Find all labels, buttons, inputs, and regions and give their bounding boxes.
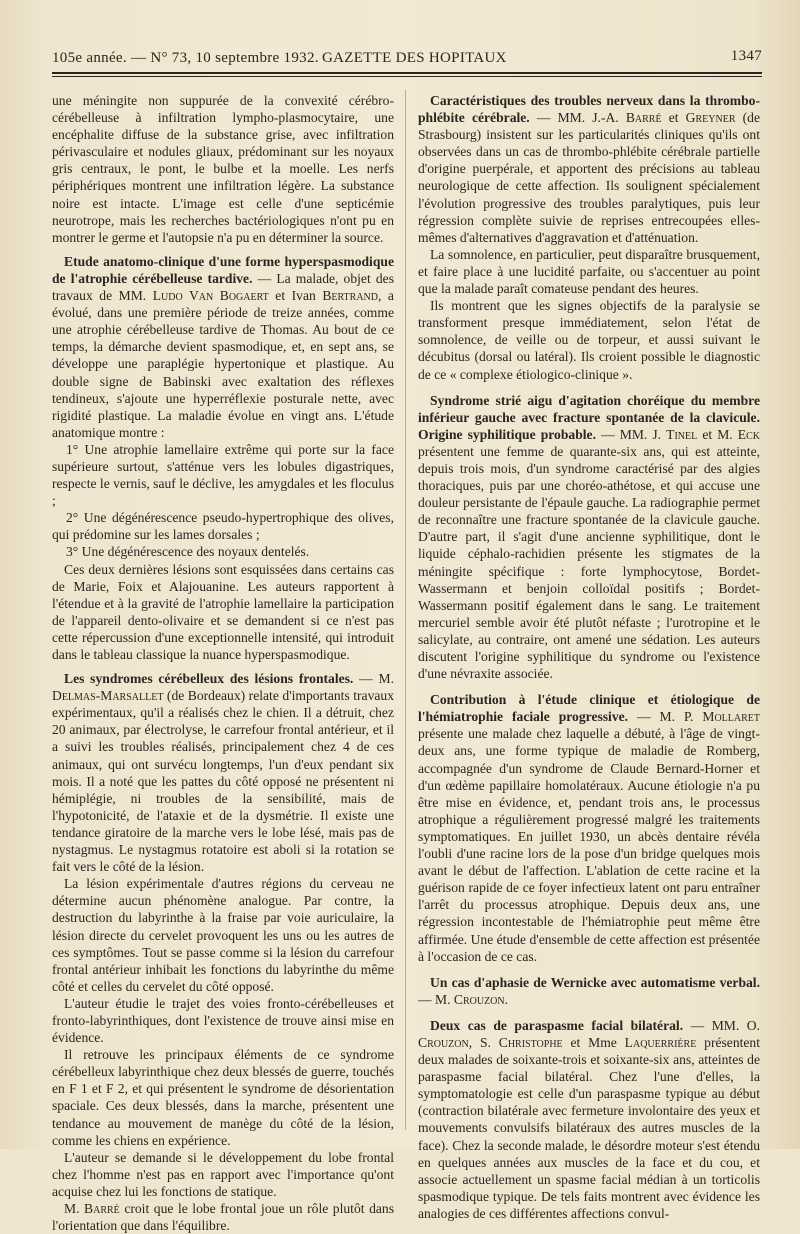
paragraph: Il retrouve les principaux éléments de ce syndrome cérébelleux labyrinthique chez deux blessés de guerre, touchés en F 1 et F 2, et qui présentent le syndrome de désorientation spaciale. Ces deux blessés, dans la marche, présentent une tendance au mouvement de manège du côté de la lésion, comme les chiens en expérience. [52,1047,394,1148]
section-title: Syndrome strié aigu d'agitation choréique du membre inférieur gauche avec fracture spontanée de la clavicule. Origine syphilitique probable. [418,392,760,442]
paragraph: Ils montrent que les signes objectifs de la paralysie se transforment presque immédiatement, selon l'état de somnolence, de veille ou de torpeur, et aussi suivant le décubitus (dorsal ou latéral). Ils croient possible le diagnostic de ce « complexe étiologico-clinique ». [418,298,760,382]
author-name: Laquerrière [624,1034,697,1050]
section-title: Deux cas de paraspasme facial bilatéral. [430,1017,684,1033]
author-name: Ludo Van Bogaert [152,288,269,304]
section-title: Contribution à l'étude clinique et étiologique de l'hémiatrophie faciale progressive. [418,692,760,725]
section-title: Un cas d'aphasie de Wernicke avec automatisme verbal. [430,974,760,990]
page-number: 1347 [730,48,762,64]
paragraph: La lésion expérimentale d'autres régions du cerveau ne détermine aucun phénomène analogue. Par contre, la destruction du labyrinthe à la fraise par voie auriculaire, la lésion directe du cervelet provoquent les uns ou les autres de ces symptômes. Tout se passe comme si la lésion du carrefour frontal antérieur inhibait les fonctions du labyrinthe du même côté et celles du cervelet du côté opposé. [52,876,394,994]
list-item: 3° Une dégénérescence des noyaux dentelés. [66,544,310,560]
author-name: Mollaret [702,709,760,725]
paragraph: M. Barré croit que le lobe frontal joue un rôle plutôt dans l'orientation que dans l'équilibre. [52,1201,394,1234]
author-name: Bertrand [322,288,379,304]
section-title: Caractéristiques des troubles nerveux dans la thrombo-phlébite cérébrale. [418,93,760,126]
section-syndrome-strie: Syndrome strié aigu d'agitation choréique du membre inférieur gauche avec fracture spontanée de la clavicule. Origine syphilitique probable. — MM. J. Tinel et M. Eck présentent une femme de quarante-six ans, qui est atteinte, depuis trois mois, d'un syndrome caractérisé par des algies thoraciques, puis par une choréo-athétose, et qui accuse une douleur persistante de l'épaule gauche. La radiographie permet de reconnaître une fracture spontanée de la clavicule gauche. D'autre part, il s'agit d'une ancienne syphilitique, dont le liquide céphalo-rachidien présente les stigmates de la méningite spécifique : forte lymphocytose, Bordet-Wassermann et benjoin colloïdal positifs ; Bordet-Wassermann positif également dans le sang. Le traitement mercuriel semble avoir été plutôt néfaste ; l'urotropine et le salicylate, au contraire, ont amené une sédation. Les auteurs discutent l'origine syphilitique du syndrome ou l'existence d'une névraxite associée. [418,392,760,682]
paragraph: La somnolence, en particulier, peut disparaître brusquement, et faire place à une lucidité parfaite, ou s'accentuer au point que la malade paraît comateuse pendant des heures. [418,246,760,297]
author-name: Barré [84,1201,120,1216]
section-etude-anatomo-clinique: Etude anatomo-clinique d'une forme hyperspasmodique de l'atrophie cérébelleuse tardive. — La malade, objet des travaux de MM. Ludo Van Bogaert et Ivan Bertrand, a évolué, dans une première période de treize années, comme une atrophie cérébelleuse tardive de Thomas. Au bout de ce temps, la démarche devient spasmodique, et, en sept ans, se développe une paraplégie hypertonique et plastique. Au double signe de Babinski avec exaltation des réflexes tendineux, s'ajoute une hyperréflexie posturale nette, avec rigidité plastique. La maladie évolue en vingt ans. L'étude anatomique montre : [52,253,394,440]
paragraph: une méningite non suppurée de la convexité cérébro-cérébelleuse à infiltration lympho-plasmocytaire, une encéphalite diffuse de la substance grise, avec infiltration périvasculaire et nodules gliaux, prédominant sur les noyaux gris centraux, le pont, le bulbe et la moelle. Les nerfs périphériques montrent une infiltration légère. La substance noire est intacte. L'image est celle d'une septicémie neurotrope, mais les recherches bactériologiques n'ont pu en montrer le germe et l'autopsie n'a pu en déterminer la source. [52,93,394,245]
section-thrombo-phlebite: Caractéristiques des troubles nerveux dans la thrombo-phlébite cérébrale. — MM. J.-A. Barré et Greyner (de Strasbourg) insistent sur les particularités cliniques qu'ils ont observées dans un cas de thrombo-phlébite cérébrale partielle d'origine puerpérale, et apportent des précisions au tableau neurologique de cette affection. Ils soulignent spécialement l'évolution progressive des troubles paralytiques, puis leur régression complète suivie de reprises entrecoupées elles-mêmes d'alternatives d'aggravation et d'atténuation. [418,93,760,245]
list-item: 2° Une dégénérescence pseudo-hypertrophique des olives, qui prédomine sur les lames dorsales ; [52,510,394,543]
section-title: Etude anatomo-clinique d'une forme hyperspasmodique de l'atrophie cérébelleuse tardive. [52,253,394,286]
author-name: Greyner [685,110,736,126]
paragraph: L'auteur se demande si le développement du lobe frontal chez l'homme n'est pas en rapport avec l'importance qu'ont acquise chez lui les fonctions de statique. [52,1149,394,1199]
section-paraspasme: Deux cas de paraspasme facial bilatéral. — MM. O. Crouzon, S. Christophe et Mme Laquerrière présentent deux malades de soixante-trois et soixante-six ans, atteintes de paraspasme facial bilatéral. Chez l'une d'elles, la symptomatologie est celle d'un paraspasme typique au début (contraction bilatérale avec fermeture involontaire des yeux et mouvements convulsifs bilatéraux des autres muscles de la face). Chez la seconde malade, le désordre moteur s'est étendu en quelques années aux muscles de la face et du cou, et associe actuellement un spasme facial médian à un torticolis spasmodique typique. De tels faits montrent avec évidence les analogies de ces différentes affections convul- [418,1017,761,1221]
section-hemiatrophie: Contribution à l'étude clinique et étiologique de l'hémiatrophie faciale progressive. — M. P. Mollaret présente une malade chez laquelle a débuté, à l'âge de vingt-deux ans, une forme typique de maladie de Romberg, accompagnée d'un syndrome de Claude Bernard-Horner et d'un œdème papillaire homolatéraux. Aucune étiologie n'a pu être mise en évidence, et, pendant trois ans, le processus atrophique a régulièrement progressé malgré les traitements symptomatiques. En juillet 1930, un abcès dentaire révéla l'oubli d'une racine lors de la pose d'un bridge quelques mois avant le début de l'affection. L'ablation de cette racine et la guérison rapide de ce foyer infectieux latent ont paru entraîner l'arrêt du processus atrophique. Depuis deux ans, une régression incontestable de l'hémiatrophie peut même être affirmée. Une étude d'ensemble de cette affection est présentée à l'occasion de ce cas. [418,692,761,964]
list-item: 1° Une atrophie lamellaire extrême qui porte sur la face supérieure surtout, s'atténue vers les lobules digastriques, respecte le vernis, sauf le déclive, les amygdales et les floculus ; [52,441,394,509]
section-aphasie: Un cas d'aphasie de Wernicke avec automatisme verbal. — M. Crouzon. [418,974,760,1007]
paragraph: L'auteur étudie le trajet des voies fronto-cérébelleuses et fronto-labyrinthiques, dont l'existence de trouve ainsi mise en évidence. [52,995,394,1046]
right-column [418,92,760,1222]
section-title: Les syndromes cérébelleux des lésions frontales. [64,671,354,687]
author-name: Christophe [498,1034,563,1050]
author-name: Crouzon [453,991,505,1007]
issue-info: 105e année. — N° 73, 10 septembre 1932. [52,50,319,66]
author-name: Eck [737,426,760,442]
author-name: Delmas-Marsallet [52,688,164,704]
header-rule-thin [52,76,762,77]
author-name: Tinel [666,426,698,442]
paragraph: Ces deux dernières lésions sont esquissées dans certains cas de Marie, Foix et Alajouanine. Les auteurs rapportent à l'étendue et à la gravité de l'atrophie lamellaire la participation de l'appareil dento-olivaire et se demandent si ce n'est pas cette répercussion d'une exceptionnelle intensité, qui introduit dans le tableau classique la nuance hyperspasmodique. [52,561,394,662]
column-divider [405,90,406,1130]
running-header [52,48,762,70]
left-column [52,92,394,1234]
journal-title: GAZETTE DES HOPITAUX [322,50,507,66]
author-name: Crouzon [418,1034,469,1050]
header-rule-thick [52,72,762,74]
author-name: Barré [625,110,662,126]
section-syndromes-cerebelleux: Les syndromes cérébelleux des lésions frontales. — M. Delmas-Marsallet (de Bordeaux) relate d'importants travaux expérimentaux, qu'il a réalisés chez le chien. Il a détruit, chez 20 animaux, par électrolyse, le carrefour frontal antérieur, et il a suivi les troubles réalisés, principalement chez 4 de ces animaux, qui ont survécu longtemps, l'un d'eux pendant six mois. Il a noté que les pattes du côté opposé ne présentent ni hémiplégie, ni troubles de la sensibilité, mais de l'hypotonicité, de l'ataxie et de la dysmétrie. Il existe une tendance giratoire de la marche vers le lobe lésé, mais pas de nystagmus. Le nystagmus rotatoire est aboli si la rotation se fait vers le côté de la lésion. [52,671,394,875]
